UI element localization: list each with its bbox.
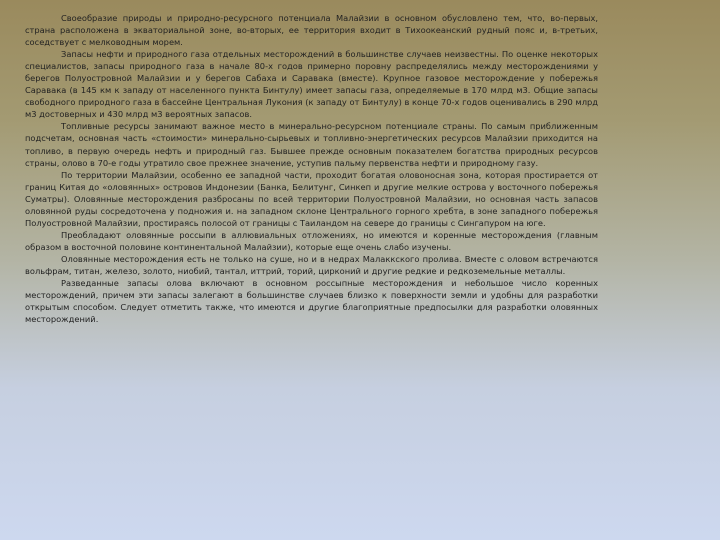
paragraph-tin-placers: Преобладают оловянные россыпи в аллювиальных отложениях, но имеются и коренные месторождения (главным образом в восточной половине континентальной Малайзии), которые еще очень слабо изучены. xyxy=(25,229,598,252)
document-text-block xyxy=(25,12,598,402)
paragraph-nature-overview: Своеобразие природы и природно-ресурсного потенциала Малайзии в основном обусловлено тем, что, во-первых, страна расположена в экваториальной зоне, во-вторых, ее территория входит в Тихоокеанский рудный пояс и, в-третьих, соседствует с мелководным морем. xyxy=(25,13,598,48)
paragraph-oil-gas-reserves: Запасы нефти и природного газа отдельных месторождений в большинстве случаев неизвестны. По оценке некоторых специалистов, запасы природного газа в начале 80-х годов примерно поровну распределялись между месторождениями у берегов Полуостровной Малайзии и у берегов Сабаха и Саравака (вместе). Крупное газовое месторождение у побережья Саравака (в 145 км к западу от населенного пункта Бинтулу) имеет запасы газа, определяемые в 170 млрд м3. Общие запасы свободного природного газа в бассейне Центральная Лукония (к западу от Бинтулу) в конце 70-х годов оценивались в 290 млрд м3 достоверных и 430 млрд м3 вероятных запасов. xyxy=(25,49,598,120)
paragraph-explored-reserves: Разведанные запасы олова включают в основном россыпные месторождения и небольшое число коренных месторождений, причем эти запасы залегают в большинстве случаев близко к поверхности земли и удобны для разработки открытым способом. Следует отметить также, что имеются и другие благоприятные предпосылки для разработки оловянных месторождений. xyxy=(25,278,598,325)
paragraph-tin-zone: По территории Малайзии, особенно ее западной части, проходит богатая оловоносная зона, которая простирается от границ Китая до «оловянных» островов Индонезии (Банка, Белитунг, Синкеп и другие мелкие острова у восточного побережья Суматры). Оловянные месторождения разбросаны по всей территории Полуостровной Малайзии, но основная часть запасов оловянной руды сосредоточена у подножия и. на западном склоне Центрального горного хребта, в зоне западного побережья Полуостровной Малайзии, простираясь полосой от границы с Таиландом на севере до границы с Сингапуром на юге. xyxy=(25,169,598,228)
paragraph-tin-deposits-metals: Оловянные месторождения есть не только на суше, но и в недрах Малаккского пролива. Вместе с оловом встречаются вольфрам, титан, железо, золото, ниобий, тантал, иттрий, торий, цирконий и другие редкие и редкоземельные металлы. xyxy=(25,253,598,276)
paragraph-fuel-resources: Топливные ресурсы занимают важное место в минерально-ресурсном потенциале страны. По самым приближенным подсчетам, основная часть «стоимости» минерально-сырьевых и топливно-энергетических ресурсов Малайзии приходится на топливо, в первую очередь нефть и природный газ. Бывшее прежде основным показателем богатства природных ресурсов страны, олово в 70-е годы утратило свое прежнее значение, уступив пальму первенства нефти и природному газу. xyxy=(25,121,598,168)
